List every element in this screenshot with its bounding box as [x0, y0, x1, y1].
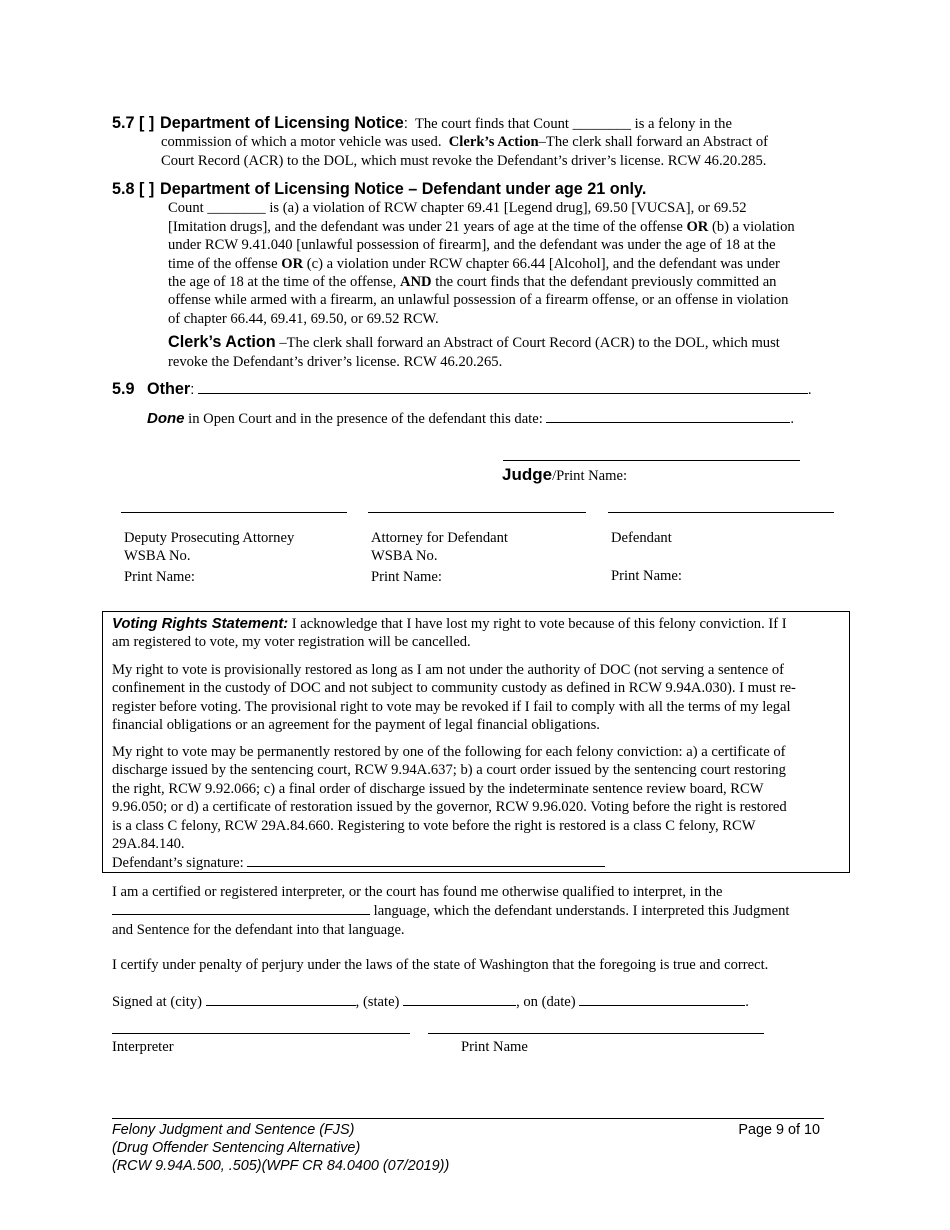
date-field[interactable]	[579, 992, 745, 1006]
judge-print-name: /Print Name:	[552, 468, 628, 484]
signed-at-period: .	[745, 994, 749, 1010]
voting-para-3-line3: the right, RCW 9.92.066; c) a final order of discharge issued by the indeterminate sentence review board, RCW	[112, 780, 764, 797]
signer-defense-wsba: WSBA No.	[371, 548, 438, 565]
signer-defendant	[611, 529, 682, 586]
voting-para-2-line1: My right to vote is provisionally restored as long as I am not under the authority of DOC (not serving a sentence of	[112, 662, 784, 678]
done-line	[147, 409, 794, 428]
other-field[interactable]	[198, 380, 808, 394]
done-label: Done	[147, 410, 185, 427]
judge-label	[502, 466, 627, 485]
section-5-8-or-2: OR	[281, 255, 304, 272]
interpreter-signature-line[interactable]	[112, 1033, 410, 1034]
signer-defense-attorney	[371, 529, 508, 586]
section-5-8-line2a: [Imitation drugs], and the defendant was under 21 years of age at the time of the offense	[168, 218, 683, 235]
voting-para-3-line1: My right to vote may be permanently restored by one of the following for each felony conviction: a) a certificate of	[112, 744, 786, 760]
section-5-8-line6: offense while armed with a firearm, an unlawful possession of a firearm offense, or an offense in violation	[168, 292, 789, 309]
section-5-7-line1: The court finds that Count ________ is a felony in the	[414, 116, 732, 132]
section-5-8-line1: Count ________ is (a) a violation of RCW chapter 69.41 [Legend drug], 69.50 [VUCSA], or 69.52	[168, 200, 747, 217]
signer-defense-role: Attorney for Defendant	[371, 530, 508, 546]
section-5-9-number: 5.9	[112, 380, 135, 398]
judge-signature-line[interactable]	[503, 460, 800, 461]
signed-at-line	[112, 992, 749, 1011]
section-5-7-line3: Court Record (ACR) to the DOL, which must revoke the Defendant’s driver’s license. RCW 46.20.285.	[161, 152, 767, 169]
section-5-8-line4b: (c) a violation under RCW chapter 66.44 [Alcohol], and the defendant was under	[306, 255, 780, 272]
section-5-8-clerk-line2: revoke the Defendant’s driver’s license. RCW 46.20.265.	[168, 353, 503, 370]
page-footer	[112, 1118, 824, 1174]
voting-para-3-line4: 9.96.050; or d) a certificate of restoration issued by the governor, RCW 9.96.020. Voting before the right is restored	[112, 799, 787, 816]
signer-defendant-role: Defendant	[611, 530, 672, 546]
interpreter-statement	[112, 883, 832, 939]
section-5-8-and: AND	[399, 274, 432, 291]
section-5-7-line2b: –The clerk shall forward an Abstract of	[538, 134, 768, 151]
judge-bold: Judge	[502, 465, 553, 484]
done-period: .	[790, 411, 795, 427]
signer-prosecutor	[124, 529, 294, 586]
footer-form-citation: (RCW 9.94A.500, .505)(WPF CR 84.0400 (07/2019))	[112, 1158, 450, 1174]
defendant-voting-signature-field[interactable]	[247, 853, 605, 867]
voting-para-3-line6: 29A.84.140.	[112, 836, 185, 853]
footer-form-title: Felony Judgment and Sentence (FJS)	[112, 1122, 355, 1138]
section-5-8	[112, 180, 852, 371]
done-date-field[interactable]	[546, 409, 790, 423]
section-5-9-colon: :	[190, 382, 195, 398]
voting-para-3-line2: discharge issued by the sentencing court, RCW 9.94A.637; b) a court order issued by the sentencing court restoring	[112, 762, 786, 779]
voting-para-1	[112, 615, 844, 652]
section-5-8-line5a: the age of 18 at the time of the offense,	[168, 274, 397, 291]
voting-para-1-line1: I acknowledge that I have lost my right to vote because of this felony conviction. If I	[291, 616, 787, 632]
voting-para-3	[112, 743, 844, 873]
footer-form-subtitle: (Drug Offender Sentencing Alternative)	[112, 1140, 361, 1156]
signed-at-label: Signed at (city)	[112, 994, 202, 1010]
section-5-8-title: Department of Licensing Notice – Defendant under age 21 only.	[160, 180, 647, 198]
section-5-9-title: Other	[147, 380, 191, 398]
section-5-8-or-1: OR	[686, 218, 709, 235]
done-text: in Open Court and in the presence of the defendant this date:	[188, 411, 543, 427]
section-5-8-number[interactable]: 5.8 [ ]	[112, 180, 155, 198]
interpreter-line3: and Sentence for the defendant into that language.	[112, 921, 405, 938]
section-5-7-line2a: commission of which a motor vehicle was used.	[161, 134, 442, 151]
state-field[interactable]	[403, 992, 516, 1006]
perjury-certification: I certify under penalty of perjury under the laws of the state of Washington that the foregoing is true and correct.	[112, 957, 769, 973]
date-label: , on (date)	[516, 994, 576, 1010]
defense-attorney-signature-line[interactable]	[368, 512, 586, 513]
page-number: Page 9 of 10	[738, 1122, 820, 1138]
section-5-7-number[interactable]: 5.7 [ ]	[112, 114, 155, 132]
voting-para-3-line5: is a class C felony, RCW 29A.84.660. Registering to vote before the right is restored is a class C felony, RCW	[112, 817, 756, 834]
defendant-signature-label: Defendant’s signature:	[112, 855, 244, 872]
section-5-8-line2b: (b) a violation	[712, 218, 795, 235]
voting-title-colon: :	[283, 616, 289, 632]
voting-para-2-line2: confinement in the custody of DOC and not subject to community custody as defined in RCW 9.94A.030). I must re-	[112, 680, 796, 697]
section-5-8-line3: under RCW 9.41.040 [unlawful possession of firearm], and the defendant was under the age of 18 at the	[168, 237, 776, 254]
interpreter-line1: I am a certified or registered interpreter, or the court has found me otherwise qualified to interpret, in the	[112, 884, 723, 900]
signer-prosecutor-role: Deputy Prosecuting Attorney	[124, 530, 295, 546]
section-5-9-period: .	[807, 382, 812, 398]
interpreter-label: Interpreter	[112, 1039, 174, 1055]
voting-para-1-line2: am registered to vote, my voter registration will be cancelled.	[112, 634, 471, 651]
defendant-signature-line[interactable]	[608, 512, 834, 513]
signer-defense-print: Print Name:	[371, 568, 442, 585]
voting-para-2-line3: register before voting. The provisional right to vote may be revoked if I fail to comply with all the terms of my legal	[112, 698, 791, 715]
voting-para-2-line4: financial obligations or an agreement for the payment of legal financial obligations.	[112, 717, 600, 734]
signer-prosecutor-print: Print Name:	[124, 568, 195, 585]
section-5-7-title: Department of Licensing Notice	[160, 114, 404, 132]
section-5-8-line4a: time of the offense	[168, 255, 278, 272]
city-field[interactable]	[206, 992, 356, 1006]
signer-defendant-print: Print Name:	[611, 568, 682, 585]
prosecutor-signature-line[interactable]	[121, 512, 347, 513]
interpreter-language-field[interactable]	[112, 901, 370, 915]
interpreter-print-name-label: Print Name	[461, 1039, 528, 1055]
section-5-8-line7: of chapter 66.44, 69.41, 69.50, or 69.52 RCW.	[168, 310, 439, 327]
voting-rights-box	[102, 611, 850, 873]
signer-prosecutor-wsba: WSBA No.	[124, 548, 191, 565]
interpreter-line2: language, which the defendant understands. I interpreted this Judgment	[373, 903, 790, 920]
section-5-8-clerk-line1: –The clerk shall forward an Abstract of Court Record (ACR) to the DOL, which must	[279, 335, 780, 352]
section-5-7-clerk-label: Clerk’s Action	[448, 134, 539, 151]
voting-para-2	[112, 661, 844, 735]
section-5-7: 5.7 [ ] Department of Licensing Notice: The court finds that Count ________ is a felony in the commission of which a motor vehicle was used. Clerk’s Action–The clerk shall forward an Abstract of Court Record (ACR) to the DOL, which must revoke the Defendant’s driver’s license. RCW 46.20.285.	[112, 114, 852, 170]
interpreter-print-name-line[interactable]	[428, 1033, 764, 1034]
section-5-9	[112, 380, 832, 399]
section-5-8-line5b: the court finds that the defendant previously committed an	[435, 274, 777, 291]
state-label: , (state)	[355, 994, 400, 1010]
voting-title: Voting Rights Statement	[112, 616, 284, 632]
section-5-8-clerk-label: Clerk’s Action	[168, 333, 276, 352]
